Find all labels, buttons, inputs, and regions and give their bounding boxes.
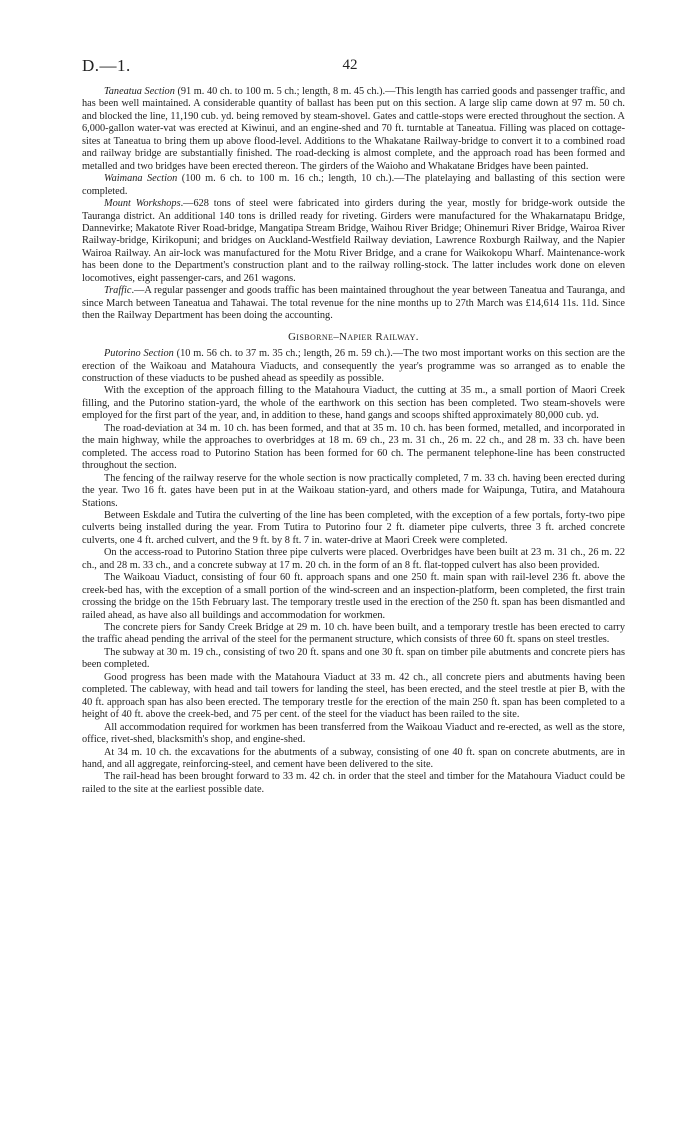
paragraph-text: The concrete piers for Sandy Creek Bridge at 29 m. 10 ch. have been built, and a temporary trestle has been erected to carry the traffic ahead pending the arrival of the steel for the permanent structure, which consists of three 60 ft. spans on steel trestles. bbox=[82, 622, 625, 646]
paragraph-text: At 34 m. 10 ch. the excavations for the abutments of a subway, consisting of one 40 ft. span on concrete abutments, are in hand, and all aggregate, reinforcing-steel, and cement have been delivered to the site. bbox=[82, 746, 625, 771]
paragraph-text: (100 m. 6 ch. to 100 m. 16 ch.; length, 10 ch.).—The platelaying and ballasting of this section were completed. bbox=[82, 173, 625, 197]
paragraph bbox=[82, 385, 625, 422]
paragraph-text: .—628 tons of steel were fabricated into girders during the year, mostly for bridge-work outside the Tauranga district. An additional 140 tons is drilled ready for riveting. Girders were manufactured for the Whakarnatapu Bridge, Dannevirke; Makatote River Road-bridge, Mangatipa Stream Bridge, Waihou River Bridge; Ohinemuri River Bridge, Wairoa River Railway-bridge, Kirikopuni; and bridges on Auckland-Westfield Railway deviation, Lawrence Roxburgh Railway, and the Napier Wairoa Railway. An air-lock was manufactured for the Motu River Bridge, and a crane for Waikokopu Wharf. Maintenance-work has been done to the Department's construction plant and to the railway rolling-stock. The latter includes work done on eleven locomotives, eight passenger-cars, and 261 wagons. bbox=[82, 198, 625, 284]
page-number: 42 bbox=[342, 57, 358, 73]
paragraph bbox=[82, 423, 625, 473]
paragraph-text: The rail-head has been brought forward to 33 m. 42 ch. in order that the steel and timber for the Matahoura Viaduct could be railed to the site at the earliest possible date. bbox=[82, 771, 625, 795]
paragraph bbox=[82, 473, 625, 510]
paragraph-heading: Mount Workshops bbox=[104, 198, 181, 210]
paragraph bbox=[82, 510, 625, 547]
section-heading: Gisborne–Napier Railway. bbox=[288, 330, 419, 343]
paragraph bbox=[82, 647, 625, 672]
paragraph bbox=[82, 285, 625, 322]
paragraph-text: The Waikoau Viaduct, consisting of four 60 ft. approach spans and one 250 ft. main span with rail-level 236 ft. above the creek-bed has, with the exception of a small portion of the wind-screen and an inspection-platform, been completed, the first train crossing the bridge on the 15th February last. The temporary trestle used in the erection of the 250 ft. span has been dismantled and railed ahead, as have also all buildings and accommodation for workmen. bbox=[82, 572, 625, 621]
paragraph bbox=[82, 198, 625, 285]
paragraph-heading: Waimana Section bbox=[104, 173, 178, 185]
paragraph-text: .—A regular passenger and goods traffic has been maintained throughout the year between Taneatua and Tauranga, and since March between Taneatua and Tahawai. The total revenue for the nine months up to 27th March was £14,614 11s. 11d. Since then the Railway Department has been doing the accounting. bbox=[82, 285, 625, 322]
paragraph-text: Good progress has been made with the Matahoura Viaduct at 33 m. 42 ch., all concrete piers and abutments having been completed. The cableway, with head and tail towers for landing the steel, has been erected, and the steel trestle at pier B, with the 40 ft. approach span has also been erected. The temporary trestle for the erection of the main 250 ft. span has been completed to a height of 40 ft. above the creek-bed, and 75 per cent. of the steel for the viaduct has been railed to the site. bbox=[82, 671, 625, 721]
paragraph bbox=[82, 348, 625, 385]
paragraph-heading: Putorino Section bbox=[104, 348, 174, 360]
paragraph-text: The fencing of the railway reserve for the whole section is now practically completed, 7 m. 33 ch. having been erected during the year. Two 16 ft. gates have been put in at the Waikoau station-yard, and others made for Waipunga, Tutira, and Matahoura Stations. bbox=[82, 472, 625, 509]
body-text bbox=[82, 86, 625, 796]
paragraph-text: (10 m. 56 ch. to 37 m. 35 ch.; length, 26 m. 59 ch.).—The two most important works on this section are the erection of the Waikoau and Matahoura Viaducts, and consequently the year's programme was so arranged as to enable the construction of these viaducts to be pushed ahead as speedily as possible. bbox=[82, 348, 625, 384]
paragraphs-part2 bbox=[82, 348, 625, 796]
paragraph-text: With the exception of the approach filling to the Matahoura Viaduct, the cutting at 35 m., a small portion of Maori Creek filling, and the Putorino station-yard, the whole of the earthwork on this section has been completed. Two steam-shovels were employed for the first part of the year, and, in addition to these, hand gangs and scoops shifted approximately 80,000 cub. yd. bbox=[82, 385, 625, 422]
paragraph bbox=[82, 572, 625, 622]
paragraph bbox=[82, 173, 625, 198]
paragraph-text: Between Eskdale and Tutira the culverting of the line has been completed, with the exception of a few portals, forty-two pipe culverts being installed during the year. From Tutira to Putorino four 2 ft. diameter pipe culverts, three 3 ft. arched concrete culverts, one 4 ft. arched culvert, and the 9 ft. by 8 ft. 7 in. water-drive at Maori Creek were completed. bbox=[82, 509, 625, 546]
paragraph-text: The subway at 30 m. 19 ch., consisting of two 20 ft. spans and one 30 ft. span on timber pile abutments and concrete piers has been completed. bbox=[82, 646, 625, 671]
paragraph-heading: Taneatua Section bbox=[104, 86, 175, 97]
paragraph bbox=[82, 771, 625, 796]
paragraph-text: The road-deviation at 34 m. 10 ch. has been formed, and that at 35 m. 10 ch. has been formed, metalled, and incorporated in the main highway, while the approaches to overbridges at 18 m. 69 ch., 23 m. 31 ch., 26 m. 22 ch., and 28 m. 33 ch. have been completed. The access road to Putorino Station has been formed for 60 ch. The permanent telephone-line has been constructed throughout the section. bbox=[82, 422, 625, 472]
paragraph-text: All accommodation required for workmen has been transferred from the Waikoau Viaduct and re-erected, as well as the store, office, rivet-shed, blacksmith's shop, and engine-shed. bbox=[82, 721, 625, 746]
paragraph-text: On the access-road to Putorino Station three pipe culverts were placed. Overbridges have been built at 23 m. 31 ch., 26 m. 22 ch., and 28 m. 33 ch., and a concrete subway at 17 m. 20 ch. in the form of an 8 ft. flat-topped culvert has also been provided. bbox=[82, 547, 625, 571]
document-reference: D.—1. bbox=[82, 56, 131, 75]
paragraph bbox=[82, 747, 625, 772]
paragraph bbox=[82, 86, 625, 173]
paragraph bbox=[82, 622, 625, 647]
paragraph bbox=[82, 547, 625, 572]
paragraph bbox=[82, 722, 625, 747]
paragraphs-part1 bbox=[82, 86, 625, 323]
paragraph-text: (91 m. 40 ch. to 100 m. 5 ch.; length, 8 m. 45 ch.).—This length has carried goods and passenger traffic, and has been well maintained. A considerable quantity of ballast has been put on this section. A large slip came down at 97 m. 50 ch. and blocked the line, 11,190 cub. yd. being removed by steam-shovel. Gates and cattle-stops were erected throughout the section. A 6,000-gallon water-vat was erected at Kiwinui, and an engine-shed and 70 ft. turntable at Taneatua. Filling was placed on cottage-sites at Taneatua to bring them up above flood-level. Additions to the Whakatane Railway-bridge to convert it to a combined road and railway bridge are substantially finished. The road-decking is almost complete, and the approach road has been formed and metalled and two bridges have been erected thereon. The girders of the Waioho and Whakatane Bridges have been painted. bbox=[82, 86, 625, 172]
paragraph bbox=[82, 672, 625, 722]
paragraph-heading: Traffic bbox=[104, 285, 132, 297]
